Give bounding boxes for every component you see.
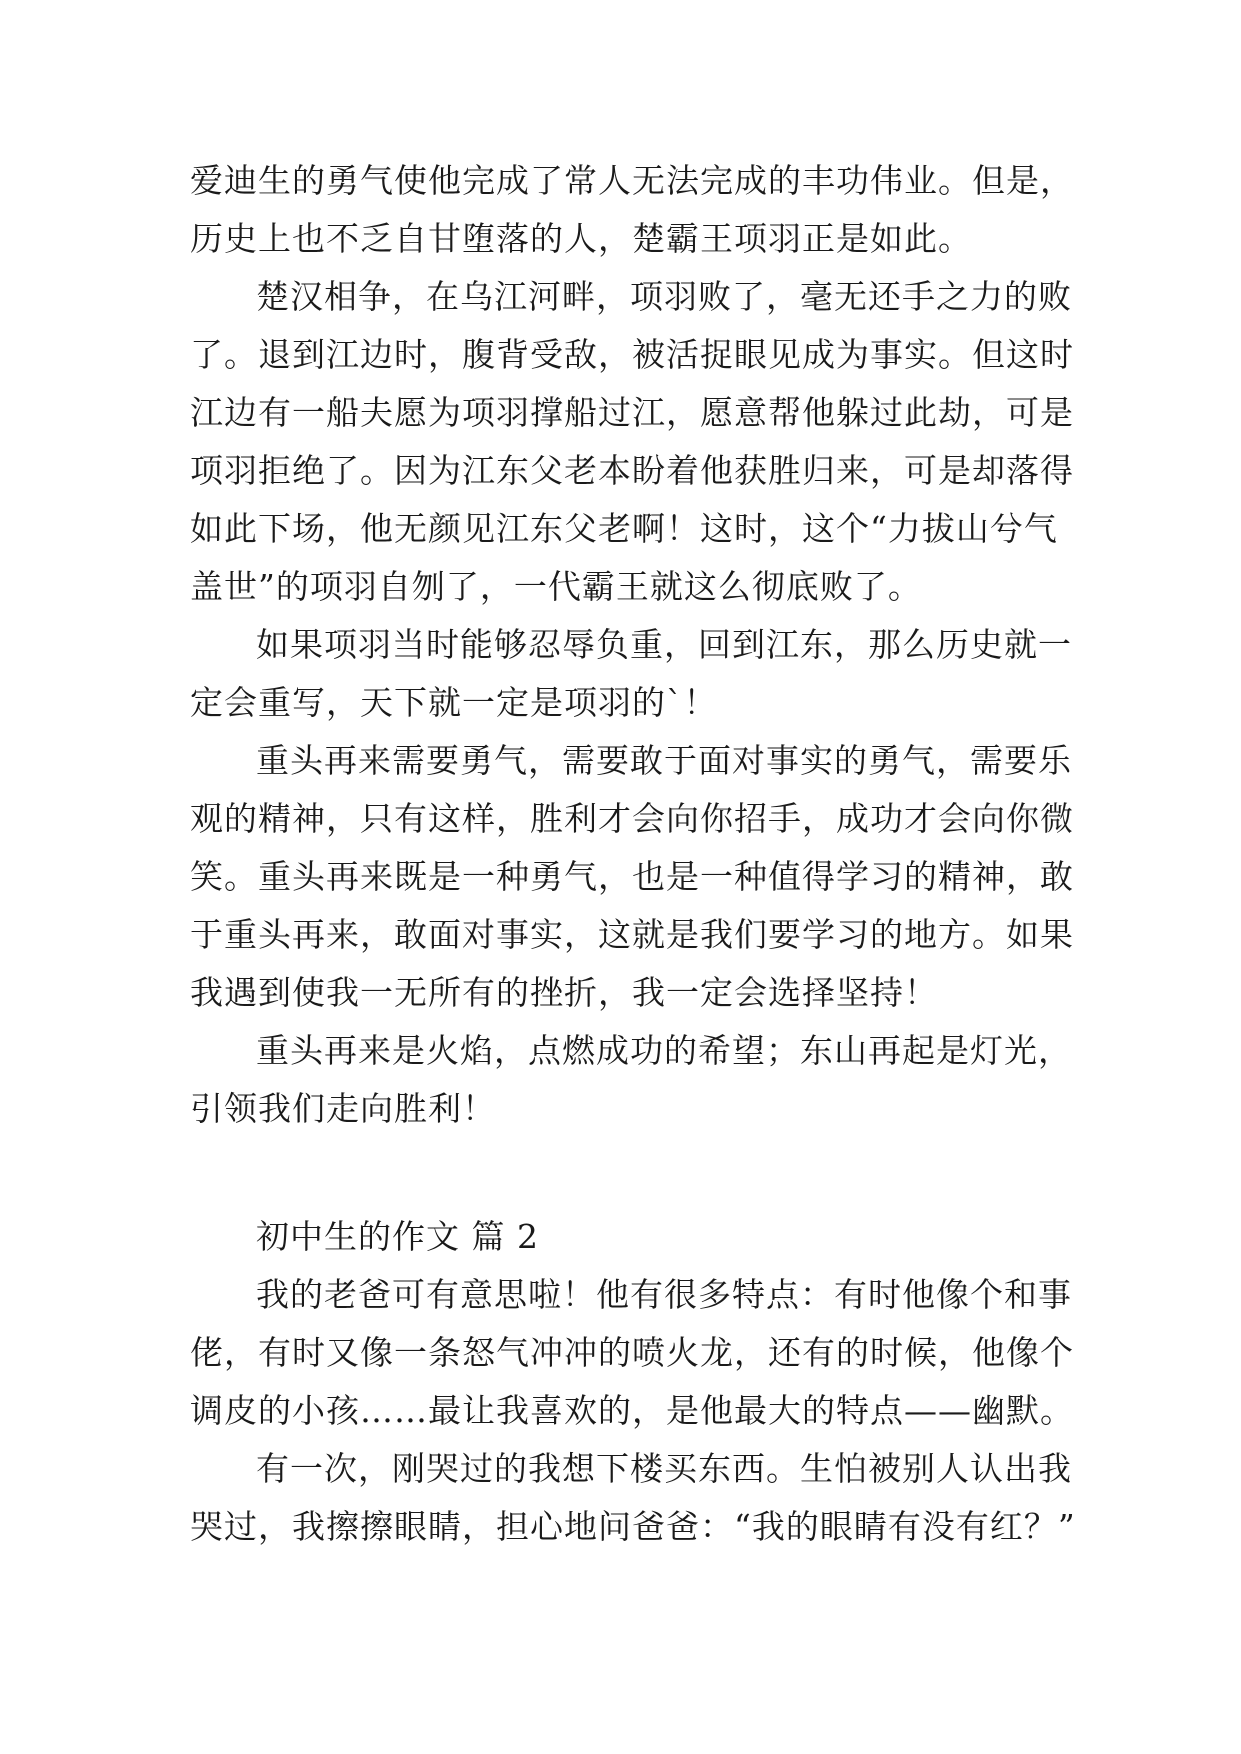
section-heading: 初中生的作文 篇 2 <box>256 1217 539 1256</box>
text-line: 于重头再来，敢面对事实，这就是我们要学习的地方。如果 <box>190 915 1074 954</box>
document-body <box>190 152 1076 1556</box>
text-line: 引领我们走向胜利！ <box>190 1089 496 1128</box>
text-line: 项羽拒绝了。因为江东父老本盼着他获胜归来，可是却落得 <box>190 451 1074 490</box>
text-line: 盖世”的项羽自刎了，一代霸王就这么彻底败了。 <box>190 567 922 606</box>
text-line: 了。退到江边时，腹背受敌，被活捉眼见成为事实。但这时 <box>190 335 1074 374</box>
text-line: 江边有一船夫愿为项羽撑船过江，愿意帮他躲过此劫，可是 <box>190 393 1074 432</box>
text-line: 我遇到使我一无所有的挫折，我一定会选择坚持！ <box>190 973 938 1012</box>
paragraph-first-line: 如果项羽当时能够忍辱负重，回到江东，那么历史就一 <box>256 625 1072 664</box>
text-line: 爱迪生的勇气使他完成了常人无法完成的丰功伟业。但是， <box>190 161 1074 200</box>
paragraph-first-line: 我的老爸可有意思啦！他有很多特点：有时他像个和事 <box>256 1275 1072 1314</box>
text-line: 定会重写，天下就一定是项羽的`！ <box>190 683 718 722</box>
text-line: 如此下场，他无颜见江东父老啊！这时，这个“力拔山兮气 <box>190 509 1058 548</box>
text-line: 调皮的小孩……最让我喜欢的，是他最大的特点——幽默。 <box>190 1391 1074 1430</box>
text-line: 笑。重头再来既是一种勇气，也是一种值得学习的精神，敢 <box>190 857 1074 896</box>
paragraph-first-line: 有一次，刚哭过的我想下楼买东西。生怕被别人认出我 <box>256 1449 1072 1488</box>
text-line: 观的精神，只有这样，胜利才会向你招手，成功才会向你微 <box>190 799 1074 838</box>
text-line: 哭过，我擦擦眼睛，担心地问爸爸：“我的眼睛有没有红？” <box>190 1507 1076 1546</box>
paragraph-first-line: 重头再来是火焰，点燃成功的希望；东山再起是灯光， <box>256 1031 1072 1070</box>
text-line: 佬，有时又像一条怒气冲冲的喷火龙，还有的时候，他像个 <box>190 1333 1074 1372</box>
paragraph-first-line: 楚汉相争，在乌江河畔，项羽败了，毫无还手之力的败 <box>256 277 1072 316</box>
text-line: 历史上也不乏自甘堕落的人，楚霸王项羽正是如此。 <box>190 219 972 258</box>
paragraph-first-line: 重头再来需要勇气，需要敢于面对事实的勇气，需要乐 <box>256 741 1072 780</box>
section-spacer <box>190 1138 1070 1208</box>
